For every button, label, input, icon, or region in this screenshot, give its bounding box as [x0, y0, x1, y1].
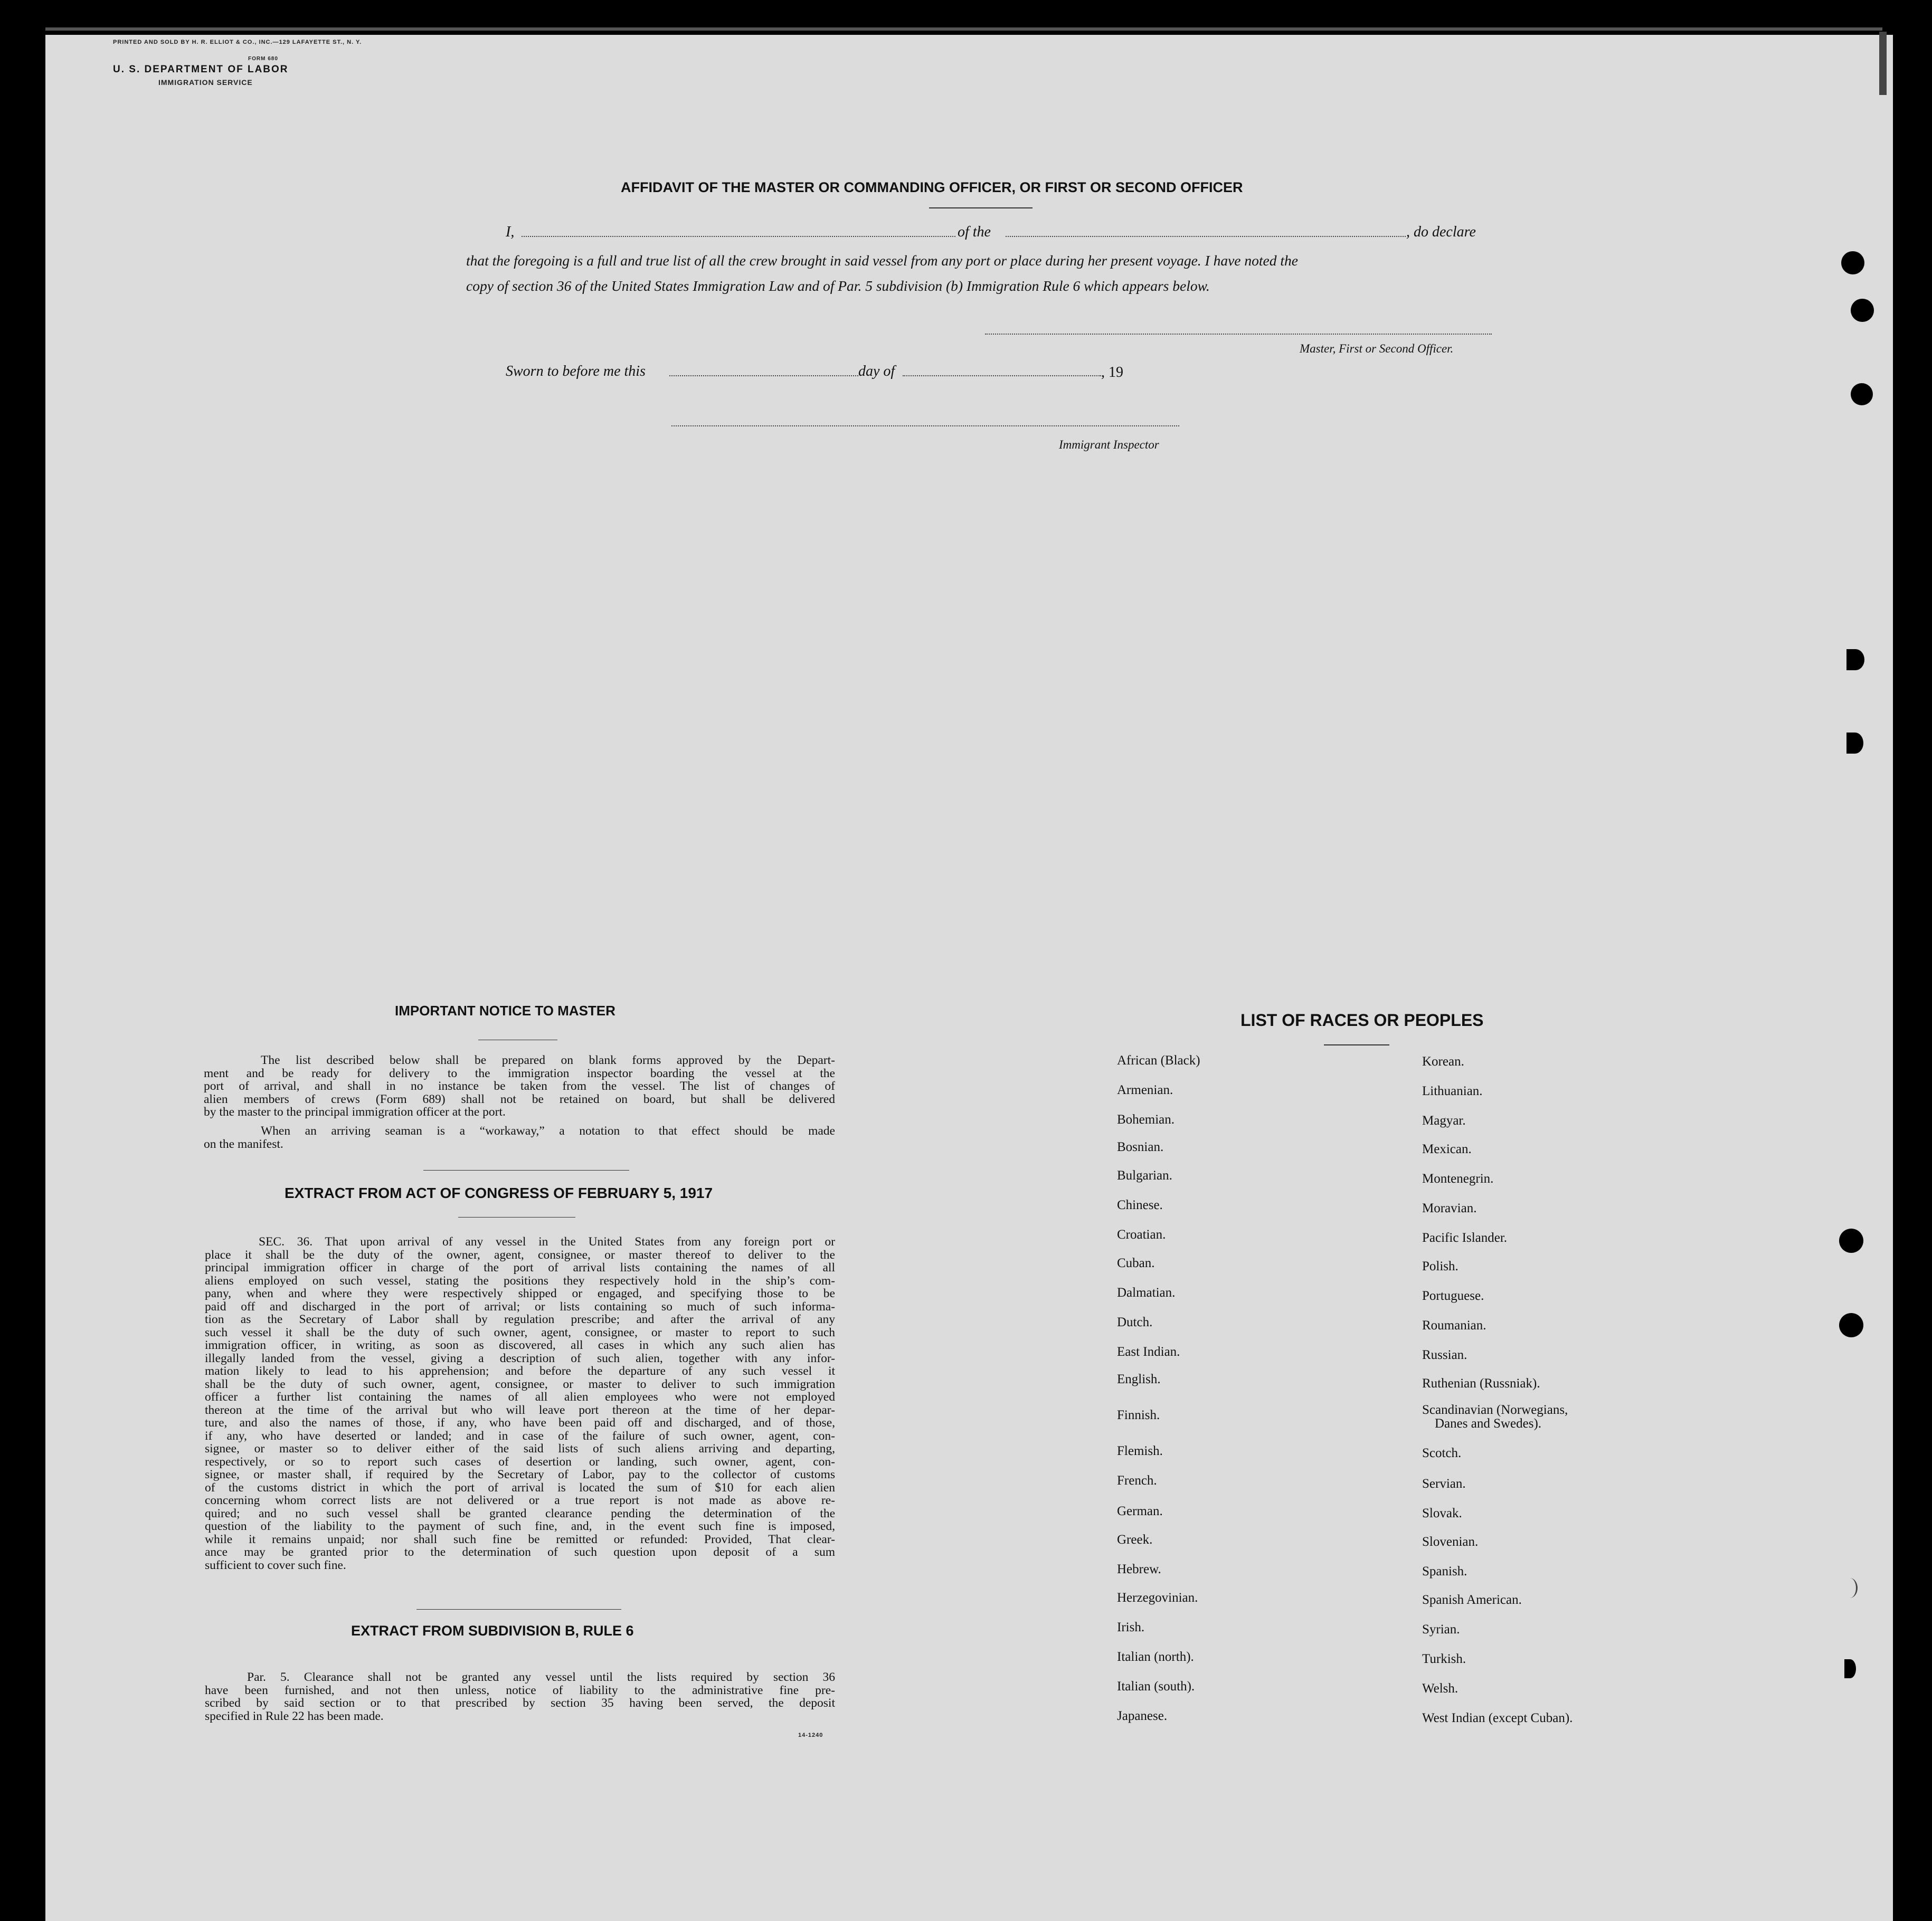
text-line: place it shall be the duty of the owner, agent, consignee, or master thereof to deliver to the — [205, 1248, 835, 1262]
race-item: Scandinavian (Norwegians, — [1422, 1403, 1568, 1417]
affidavit-declare-label: , do declare — [1406, 224, 1476, 240]
race-item: Portuguese. — [1422, 1289, 1484, 1303]
service-label: IMMIGRATION SERVICE — [158, 78, 253, 87]
punch-hole — [1846, 733, 1863, 754]
text-line: question of the liability to the payment of such fine, and, in the event such fine is imposed, — [205, 1519, 835, 1533]
race-item: Spanish. — [1422, 1564, 1467, 1578]
race-item: Korean. — [1422, 1054, 1464, 1069]
text-line: if any, who have deserted or landed; and in case of the failure of such owner, agent, con- — [205, 1429, 835, 1443]
race-item: Chinese. — [1117, 1198, 1163, 1212]
text-line: Par. 5. Clearance shall not be granted any vessel until the lists required by section 36 — [247, 1670, 835, 1684]
vessel-name-field[interactable] — [1006, 236, 1406, 237]
race-item: Syrian. — [1422, 1622, 1460, 1637]
text-line: port of arrival, and shall in no instance be taken from the vessel. The list of changes of — [204, 1079, 835, 1093]
printer-line: PRINTED AND SOLD BY H. R. ELLIOT & CO., INC.—129 LAFAYETTE ST., N. Y. — [113, 39, 362, 45]
form-code: 14-1240 — [798, 1732, 823, 1738]
punch-hole — [1839, 1313, 1863, 1337]
race-item: West Indian (except Cuban). — [1422, 1711, 1573, 1725]
affidavit-title-rule — [929, 207, 1033, 208]
race-item: Scotch. — [1422, 1446, 1462, 1460]
race-item: Slovenian. — [1422, 1535, 1479, 1549]
race-item: Italian (north). — [1117, 1650, 1194, 1664]
rule-extract-title: EXTRACT FROM SUBDIVISION B, RULE 6 — [351, 1623, 634, 1639]
race-item: English. — [1117, 1372, 1161, 1386]
form-number: FORM 680 — [248, 56, 278, 62]
text-line: illegally landed from the vessel, giving a description of such alien, together with any infor- — [205, 1351, 835, 1365]
text-line: on the manifest. — [204, 1137, 283, 1151]
punch-hole — [1846, 649, 1864, 670]
race-item: Herzegovinian. — [1117, 1591, 1198, 1605]
master-name-field[interactable] — [522, 236, 955, 237]
race-item: Roumanian. — [1422, 1318, 1486, 1333]
act-divider — [416, 1609, 621, 1610]
notice-divider — [423, 1170, 629, 1171]
sworn-label: Sworn to before me this — [506, 363, 646, 379]
race-item: East Indian. — [1117, 1345, 1180, 1359]
races-title-rule — [1324, 1044, 1389, 1045]
race-item: Moravian. — [1422, 1201, 1477, 1215]
race-item: Armenian. — [1117, 1083, 1173, 1097]
race-item: Servian. — [1422, 1477, 1466, 1491]
text-line: while it remains unpaid; nor shall such fine be remitted or refunded: Provided, That clear- — [205, 1532, 835, 1546]
text-line: principal immigration officer in charge of the port of arrival lists containing the names of all — [205, 1261, 835, 1275]
text-line: immigration officer, in writing, as soon as discovered, all cases in which any such alien has — [205, 1338, 835, 1352]
text-line: sufficient to cover such fine. — [205, 1558, 346, 1572]
text-line: SEC. 36. That upon arrival of any vessel in the United States from any foreign port or — [259, 1235, 835, 1249]
race-item: Flemish. — [1117, 1444, 1163, 1458]
text-line: have been furnished, and not then unless, notice of liability to the administrative fine pre- — [205, 1683, 835, 1697]
year-label: , 19 — [1101, 364, 1123, 381]
affidavit-title: AFFIDAVIT OF THE MASTER OR COMMANDING OFFICER, OR FIRST OR SECOND OFFICER — [621, 179, 1243, 195]
text-line: scribed by said section or to that prescribed by section 35 having been served, the deposit — [205, 1696, 835, 1710]
race-item: Cuban. — [1117, 1256, 1155, 1270]
text-line: When an arriving seaman is a “workaway,” a notation to that effect should be made — [261, 1124, 835, 1138]
text-line: specified in Rule 22 has been made. — [205, 1709, 384, 1723]
race-item: Italian (south). — [1117, 1679, 1195, 1694]
race-item: Russian. — [1422, 1348, 1467, 1362]
race-item: Japanese. — [1117, 1709, 1168, 1723]
race-item: Finnish. — [1117, 1408, 1160, 1422]
page-edge-right — [1879, 32, 1887, 95]
race-item: Montenegrin. — [1422, 1172, 1494, 1186]
text-line: of the customs district in which the port of arrival is located the sum of $10 for each alien — [205, 1480, 835, 1495]
race-item: Mexican. — [1422, 1142, 1472, 1156]
race-item: Welsh. — [1422, 1681, 1459, 1696]
text-line: ture, and also the names of those, if any, who have been paid off and discharged, and of those, — [205, 1416, 835, 1430]
race-item: French. — [1117, 1473, 1157, 1488]
text-line: quired; and no such vessel shall be granted clearance pending the determination of the — [205, 1506, 835, 1520]
master-signature-field[interactable] — [985, 334, 1492, 335]
affidavit-i-label: I, — [506, 224, 515, 240]
text-line: pany, when and where they were respectively shipped or engaged, and specifying those to be — [205, 1287, 835, 1300]
race-item: Danes and Swedes). — [1435, 1416, 1542, 1431]
sworn-month-field[interactable] — [903, 375, 1101, 376]
race-item: Hebrew. — [1117, 1562, 1161, 1576]
race-item: Ruthenian (Russniak). — [1422, 1376, 1540, 1391]
text-line: respectively, or so to report such cases of desertion or landing, such owner, agent, con- — [205, 1454, 835, 1469]
text-line: by the master to the principal immigration officer at the port. — [204, 1105, 506, 1119]
punch-hole — [1844, 1659, 1856, 1678]
form-page — [45, 35, 1893, 1921]
act-extract-title: EXTRACT FROM ACT OF CONGRESS OF FEBRUARY 5, 1917 — [285, 1185, 713, 1201]
text-line: paid off and discharged in the port of arrival; or lists containing so much of such informa- — [205, 1299, 835, 1314]
race-item: Pacific Islander. — [1422, 1231, 1508, 1245]
text-line: shall be the duty of such owner, agent, consignee, or master to deliver to such immigration — [205, 1377, 835, 1391]
punch-hole — [1851, 299, 1874, 322]
race-item: German. — [1117, 1504, 1163, 1518]
race-item: Greek. — [1117, 1533, 1153, 1547]
race-item: Bosnian. — [1117, 1140, 1164, 1154]
punch-hole-outline — [1842, 1578, 1858, 1598]
text-line: The list described below shall be prepared on blank forms approved by the Depart- — [261, 1053, 835, 1067]
race-item: Dalmatian. — [1117, 1286, 1176, 1300]
text-line: concerning whom correct lists are not delivered or a true report is not made as above re- — [205, 1494, 835, 1507]
race-item: Magyar. — [1422, 1114, 1466, 1128]
race-item: Slovak. — [1422, 1506, 1462, 1520]
text-line: ment and be ready for delivery to the immigration inspector boarding the vessel at the — [204, 1066, 835, 1080]
race-item: Turkish. — [1422, 1652, 1466, 1666]
race-item: Polish. — [1422, 1259, 1459, 1273]
race-item: Croatian. — [1117, 1228, 1166, 1242]
master-signature-label: Master, First or Second Officer. — [1300, 342, 1454, 355]
race-item: Irish. — [1117, 1620, 1145, 1634]
inspector-label: Immigrant Inspector — [1059, 438, 1159, 451]
affidavit-of-the-label: of the — [958, 224, 991, 240]
sworn-day-field[interactable] — [669, 375, 858, 376]
affidavit-line-3: copy of section 36 of the United States Immigration Law and of Par. 5 subdivision (b) Immigration Rule 6 which appears below. — [466, 278, 1210, 294]
text-line: ance may be granted prior to the determination of such question upon deposit of a sum — [205, 1545, 835, 1559]
punch-hole — [1839, 1229, 1863, 1253]
act-title-rule — [458, 1217, 575, 1218]
text-line: thereon at the time of the arrival but who will leave port thereon at the time of her depar- — [205, 1403, 835, 1417]
notice-title: IMPORTANT NOTICE TO MASTER — [395, 1003, 615, 1019]
text-line: tion as the Secretary of Labor shall by regulation prescribe; and after the arrival of any — [205, 1313, 835, 1326]
inspector-signature-field[interactable] — [671, 425, 1179, 426]
race-item: Bulgarian. — [1117, 1168, 1172, 1183]
race-item: Lithuanian. — [1422, 1084, 1483, 1098]
text-line: alien members of crews (Form 689) shall not be retained on board, but shall be delivered — [204, 1092, 835, 1106]
punch-hole — [1851, 383, 1873, 405]
race-item: Bohemian. — [1117, 1112, 1175, 1127]
text-line: signee, or master shall, if required by the Secretary of Labor, pay to the collector of customs — [205, 1468, 835, 1481]
page-edge-top — [45, 27, 1882, 31]
races-title: LIST OF RACES OR PEOPLES — [1240, 1011, 1484, 1030]
punch-hole — [1841, 251, 1864, 274]
day-of-label: day of — [858, 363, 895, 379]
affidavit-line-2: that the foregoing is a full and true list of all the crew brought in said vessel from any port or place during her present voyage. I have noted the — [466, 252, 1298, 269]
text-line: such vessel it shall be the duty of such owner, agent, consignee, or master to report to such — [205, 1325, 835, 1339]
race-item: African (Black) — [1117, 1053, 1200, 1068]
department-label: U. S. DEPARTMENT OF LABOR — [113, 64, 289, 75]
race-item: Dutch. — [1117, 1315, 1153, 1329]
text-line: officer a further list containing the names of all alien employees who were not employed — [205, 1390, 835, 1404]
race-item: Spanish American. — [1422, 1593, 1522, 1607]
text-line: mation likely to lead to his apprehension; and before the departure of any such vessel it — [205, 1364, 835, 1378]
text-line: signee, or master so to deliver either of the said lists of such aliens arriving and departing, — [205, 1442, 835, 1456]
text-line: aliens employed on such vessel, stating the positions they respectively hold in the ship’s com- — [205, 1273, 835, 1288]
